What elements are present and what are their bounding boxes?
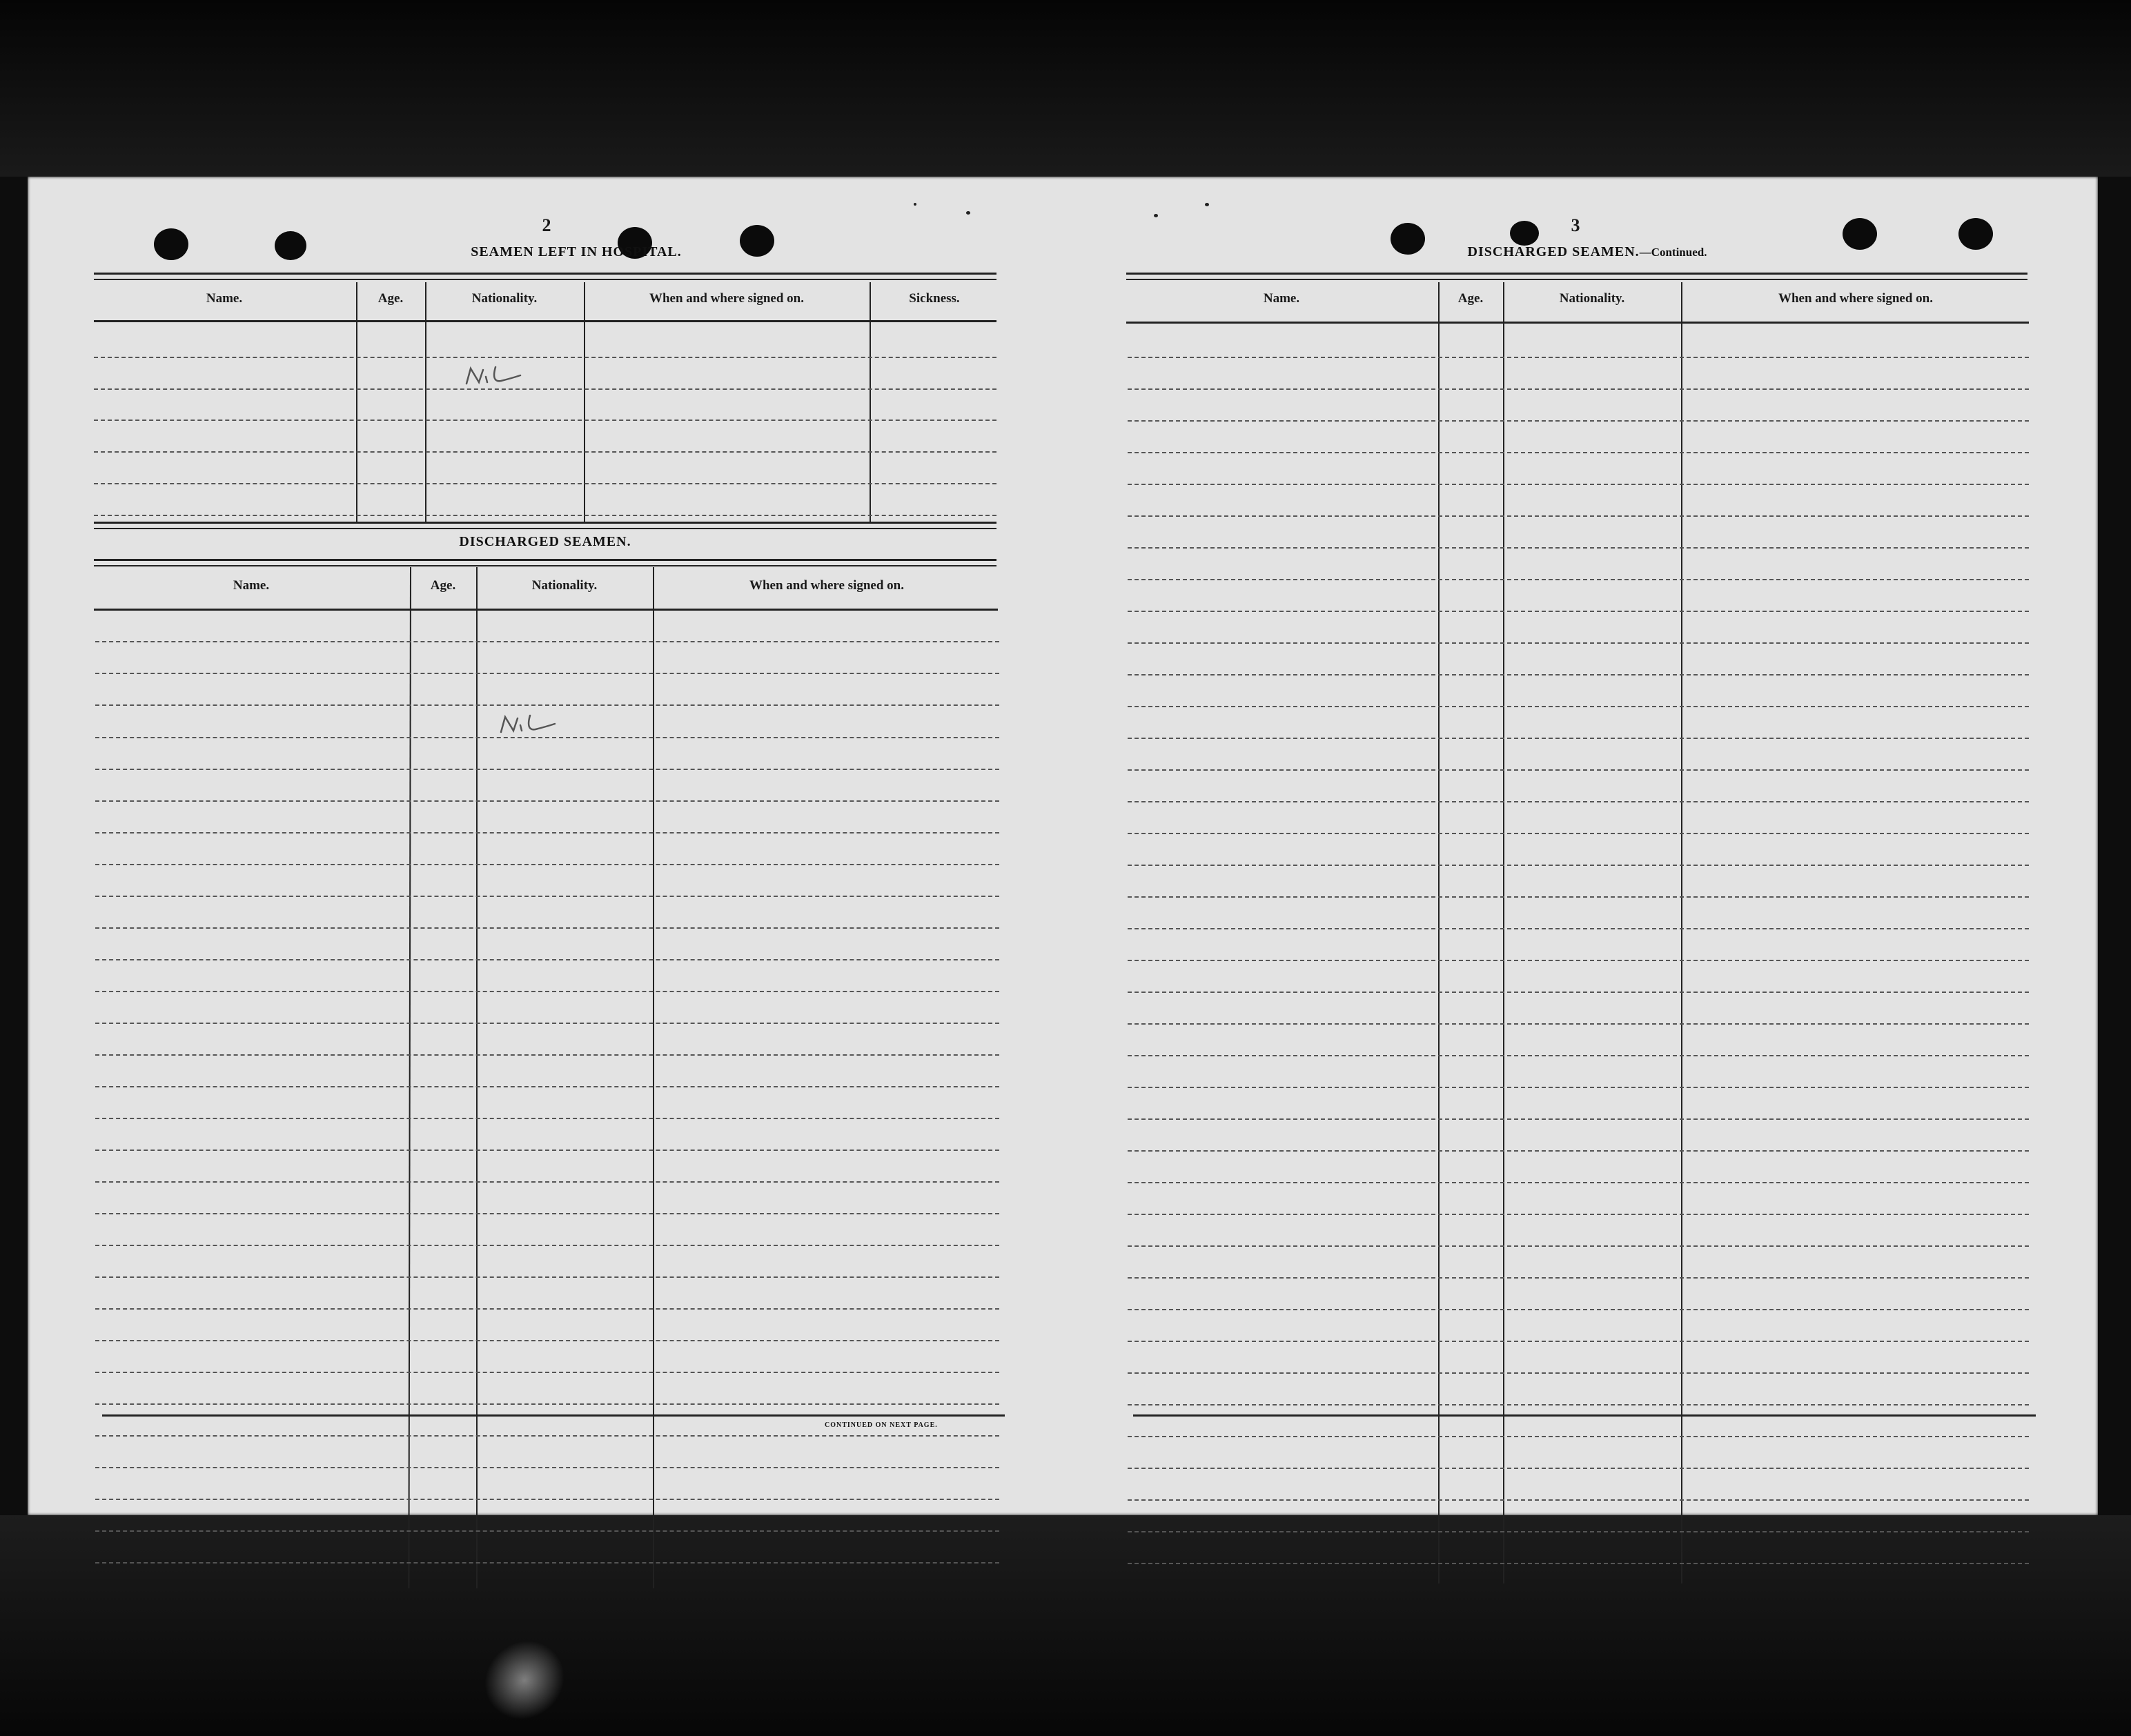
right-entry-line: [1128, 515, 2029, 517]
hospital-entry-line: [94, 515, 996, 516]
left-table-closing-rule: [102, 1414, 1005, 1417]
hospital-col-nationality: Nationality.: [471, 291, 538, 306]
hospital-col-signed-on: When and where signed on.: [649, 291, 804, 306]
right-entry-line: [1128, 484, 2029, 485]
right-entry-line: [1128, 896, 2029, 898]
discharged-entry-line: [95, 1403, 999, 1405]
right-entry-line: [1128, 738, 2029, 739]
discharged-entry-line: [95, 1340, 999, 1341]
discharged-col-signed-on: When and where signed on.: [749, 578, 904, 593]
discharged-entry-line: [95, 1372, 999, 1373]
speck: [1154, 214, 1158, 217]
continued-footer: CONTINUED ON NEXT PAGE.: [825, 1421, 938, 1429]
right-entry-line: [1128, 1309, 2029, 1310]
discharged-entry-line: [95, 864, 999, 865]
right-entry-line: [1128, 388, 2029, 390]
right-col-age: Age.: [1457, 291, 1484, 306]
hospital-entry-line: [94, 483, 996, 484]
right-entry-line: [1128, 1341, 2029, 1342]
scanner-backdrop-top: [0, 0, 2131, 177]
right-entry-line: [1128, 1499, 2029, 1501]
right-entry-line: [1128, 674, 2029, 675]
right-entry-line: [1128, 1245, 2029, 1247]
right-entry-line: [1128, 1182, 2029, 1183]
right-col-nationality: Nationality.: [1559, 291, 1625, 306]
hospital-col-divider: [584, 282, 585, 522]
speck: [914, 203, 916, 206]
discharged-col-name: Name.: [233, 578, 270, 593]
handwritten-nil-discharged: [497, 711, 566, 739]
right-col-divider: [1681, 282, 1682, 1584]
right-entry-line: [1128, 928, 2029, 929]
punch-hole: [1843, 218, 1877, 250]
right-entry-line: [1128, 769, 2029, 771]
discharged-entry-line: [95, 769, 999, 770]
right-entry-line: [1128, 1277, 2029, 1279]
right-entry-line: [1128, 420, 2029, 422]
right-entry-line: [1128, 547, 2029, 549]
hospital-entry-line: [94, 420, 996, 421]
punch-hole: [154, 228, 188, 260]
hospital-entry-line: [94, 451, 996, 453]
discharged-entry-line: [95, 704, 999, 706]
right-entry-line: [1128, 1531, 2029, 1532]
punch-hole: [1958, 218, 1993, 250]
discharged-entry-line: [95, 800, 999, 802]
right-section-title-text: DISCHARGED SEAMEN.: [1467, 244, 1640, 259]
discharged-entry-line: [95, 1150, 999, 1151]
right-col-signed-on: When and where signed on.: [1778, 291, 1933, 306]
discharged-table-top-rule: [94, 559, 996, 566]
hospital-col-name: Name.: [206, 291, 243, 306]
right-entry-line: [1128, 1055, 2029, 1056]
discharged-section-title: DISCHARGED SEAMEN.: [459, 534, 631, 549]
punch-hole: [1391, 223, 1425, 255]
scanner-backdrop-bottom: [0, 1515, 2131, 1736]
document-spread: [28, 177, 2098, 1515]
discharged-entry-line: [95, 1530, 999, 1532]
right-entry-line: [1128, 642, 2029, 644]
discharged-col-nationality: Nationality.: [531, 578, 598, 593]
right-entry-line: [1128, 1087, 2029, 1088]
right-col-divider: [1503, 282, 1504, 1584]
discharged-entry-line: [95, 673, 999, 674]
hospital-section-title: SEAMEN LEFT IN HOSPITAL.: [471, 244, 682, 259]
hospital-col-divider: [425, 282, 426, 522]
discharged-entry-line: [95, 641, 999, 642]
discharged-entry-line: [95, 1562, 999, 1564]
right-entry-line: [1128, 357, 2029, 358]
speck: [1205, 203, 1209, 206]
discharged-entry-line: [95, 927, 999, 929]
discharged-entry-line: [95, 1054, 999, 1056]
discharged-entry-line: [95, 991, 999, 992]
discharged-entry-line: [95, 1086, 999, 1087]
discharged-entry-line: [95, 1499, 999, 1500]
discharged-entry-line: [95, 1213, 999, 1214]
discharged-entry-line: [95, 1023, 999, 1024]
page-number-right: 3: [1571, 215, 1580, 235]
right-entry-line: [1128, 1150, 2029, 1152]
right-entry-line: [1128, 706, 2029, 707]
discharged-entry-line: [95, 1308, 999, 1310]
hospital-table-bottom-rule: [94, 522, 996, 529]
hospital-table-top-rule: [94, 273, 996, 280]
discharged-entry-line: [95, 1435, 999, 1437]
right-entry-line: [1128, 611, 2029, 612]
right-entry-line: [1128, 1118, 2029, 1120]
right-header-rule: [1126, 322, 2029, 324]
discharged-entry-line: [95, 1118, 999, 1119]
punch-hole: [1510, 221, 1539, 246]
hospital-entry-line: [94, 357, 996, 358]
right-entry-line: [1128, 992, 2029, 993]
discharged-entry-line: [95, 1245, 999, 1246]
hospital-col-sickness: Sickness.: [909, 291, 960, 306]
discharged-entry-line: [95, 1467, 999, 1468]
discharged-entry-line: [95, 1181, 999, 1183]
right-entry-line: [1128, 452, 2029, 453]
punch-hole: [275, 231, 306, 260]
right-entry-line: [1128, 1563, 2029, 1564]
discharged-entry-line: [95, 1276, 999, 1278]
right-section-title-continued: —Continued.: [1639, 246, 1707, 259]
hospital-col-age: Age.: [377, 291, 404, 306]
page-number-left: 2: [542, 215, 551, 235]
hospital-col-divider: [870, 282, 871, 522]
right-table-top-rule: [1126, 273, 2027, 280]
discharged-header-rule: [94, 609, 998, 611]
right-entry-line: [1128, 579, 2029, 580]
hospital-header-rule: [94, 320, 996, 322]
right-entry-line: [1128, 1468, 2029, 1469]
right-entry-line: [1128, 960, 2029, 961]
right-section-title: [1428, 244, 1746, 260]
right-entry-line: [1128, 865, 2029, 866]
hospital-entry-line: [94, 388, 996, 390]
right-entry-line: [1128, 1372, 2029, 1374]
discharged-entry-line: [95, 832, 999, 834]
right-entry-line: [1128, 801, 2029, 802]
discharged-col-age: Age.: [430, 578, 456, 593]
speck: [966, 211, 970, 215]
hospital-col-divider: [356, 282, 357, 522]
right-table-closing-rule: [1133, 1414, 2036, 1417]
right-entry-line: [1128, 1214, 2029, 1215]
right-entry-line: [1128, 1436, 2029, 1437]
right-col-divider: [1438, 282, 1440, 1584]
right-col-name: Name.: [1263, 291, 1300, 306]
discharged-entry-line: [95, 959, 999, 960]
right-entry-line: [1128, 833, 2029, 834]
right-entry-line: [1128, 1404, 2029, 1405]
discharged-entry-line: [95, 896, 999, 897]
punch-hole: [740, 225, 774, 257]
handwritten-nil-hospital: [462, 363, 531, 391]
right-entry-line: [1128, 1023, 2029, 1025]
